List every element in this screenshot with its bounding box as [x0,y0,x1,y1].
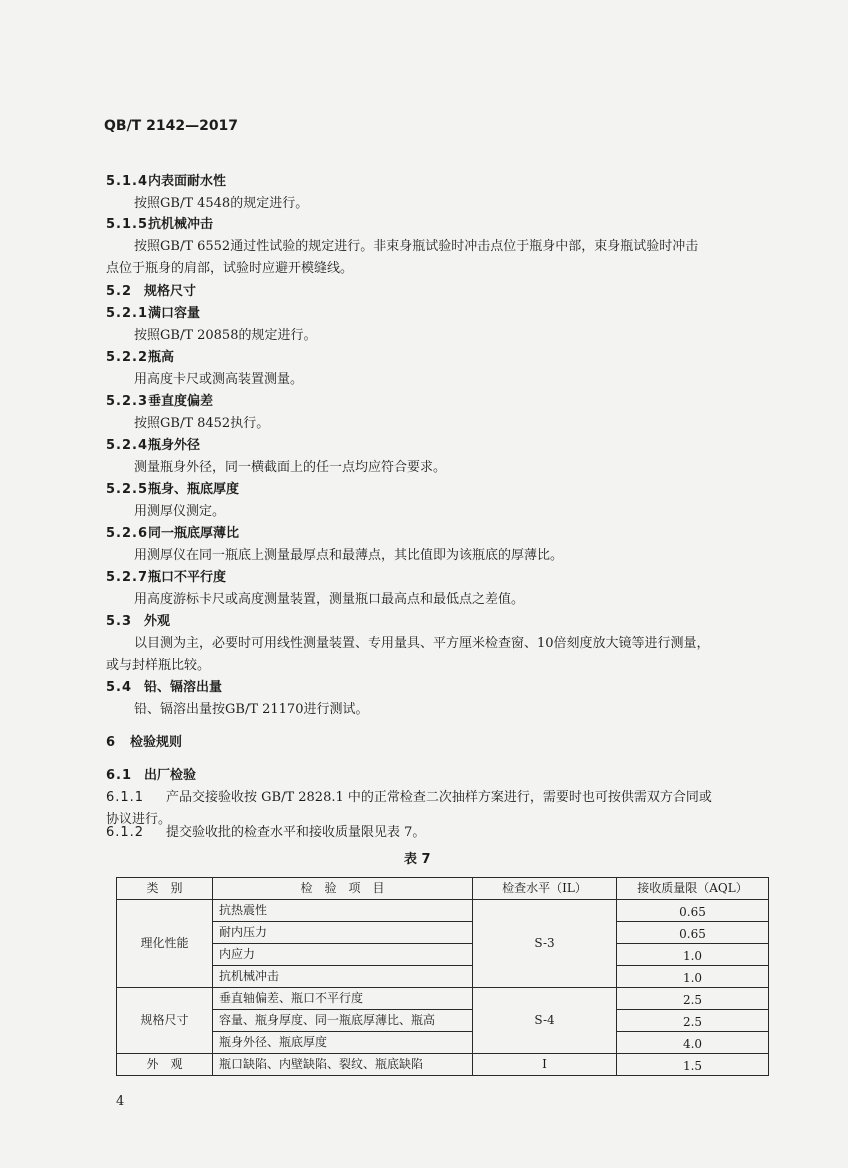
section-5-2-4-text: 测量瓶身外径，同一横截面上的任一点均应符合要求。 [134,460,447,475]
table-header-row [117,878,769,900]
section-title: 外观 [144,614,171,629]
table-7 [116,877,769,1076]
level-cell: S-4 [473,988,617,1054]
item-cell: 垂直轴偏差、瓶口不平行度 [213,988,473,1010]
section-title: 出厂检验 [144,768,197,783]
section-6-1-1-text-line2: 协议进行。 [106,812,172,827]
item-cell: 瓶身外径、瓶底厚度 [213,1032,473,1054]
section-5-2-3-text: 按照GB/T 8452执行。 [134,416,270,431]
category-cell: 外 观 [117,1054,213,1076]
section-5-1-4-text: 按照GB/T 4548的规定进行。 [134,196,309,211]
section-5-2-heading: 5.2 规格尺寸 [106,284,197,299]
table-row [117,900,769,922]
category-cell: 规格尺寸 [117,988,213,1054]
section-5-2-5-heading: 5.2.5瓶身、瓶底厚度 [106,482,240,497]
section-5-2-2-text: 用高度卡尺或测高装置测量。 [134,372,304,387]
section-6-1-1-text-line1: 6.1.1 产品交接验收按 GB/T 2828.1 中的正常检查二次抽样方案进行，需要时也可按供需双方合同或 [106,790,712,805]
section-title: 检验规则 [130,735,183,750]
table-row [117,988,769,1010]
section-5-1-5-text-line2: 点位于瓶身的肩部，试验时应避开模缝线。 [106,261,354,276]
table-row [117,1032,769,1054]
document-id: QB/T 2142—2017 [104,118,239,134]
header-aql: 接收质量限（AQL） [617,878,769,900]
header-category: 类 别 [117,878,213,900]
section-5-4-heading: 5.4 铅、镉溶出量 [106,680,223,695]
section-6-1-1-number: 6.1.1 [106,790,145,805]
section-5-2-6-text: 用测厚仪在同一瓶底上测量最厚点和最薄点，其比值即为该瓶底的厚薄比。 [134,548,564,563]
section-5-2-4-heading: 5.2.4瓶身外径 [106,438,201,453]
section-5-2-2-heading: 5.2.2瓶高 [106,350,175,365]
header-item: 检 验 项 目 [213,878,473,900]
aql-cell: 0.65 [617,922,769,944]
section-title: 瓶身、瓶底厚度 [148,482,240,497]
section-5-1-4-heading: 5.1.4内表面耐水性 [106,174,227,189]
level-cell: S-3 [473,900,617,988]
table-row [117,1054,769,1076]
table-row [117,922,769,944]
section-title: 满口容量 [148,306,201,321]
section-title: 瓶身外径 [148,438,201,453]
item-cell: 容量、瓶身厚度、同一瓶底厚薄比、瓶高 [213,1010,473,1032]
aql-cell: 2.5 [617,1010,769,1032]
section-5-2-7-heading: 5.2.7瓶口不平行度 [106,570,227,585]
section-title: 抗机械冲击 [148,217,214,232]
aql-cell: 0.65 [617,900,769,922]
section-5-2-6-heading: 5.2.6同一瓶底厚薄比 [106,526,240,541]
aql-cell: 1.5 [617,1054,769,1076]
page-number: 4 [116,1094,125,1109]
item-cell: 瓶口缺陷、内壁缺陷、裂纹、瓶底缺陷 [213,1054,473,1076]
section-5-2-1-heading: 5.2.1满口容量 [106,306,201,321]
table-row [117,966,769,988]
section-5-1-5-heading: 5.1.5抗机械冲击 [106,217,214,232]
section-title: 规格尺寸 [144,284,197,299]
section-title: 内表面耐水性 [148,174,227,189]
section-5-3-text-line1: 以目测为主，必要时可用线性测量装置、专用量具、平方厘米检查窗、10倍刻度放大镜等进行测量， [134,636,710,651]
aql-cell: 1.0 [617,944,769,966]
table-row [117,1010,769,1032]
section-title: 垂直度偏差 [148,394,214,409]
section-5-3-heading: 5.3 外观 [106,614,171,629]
header-level: 检查水平（IL） [473,878,617,900]
section-6-1-2-text: 6.1.2 提交验收批的检查水平和接收质量限见表 7。 [106,825,426,840]
level-cell: I [473,1054,617,1076]
section-5-2-7-text: 用高度游标卡尺或高度测量装置，测量瓶口最高点和最低点之差值。 [134,592,525,607]
section-title: 瓶高 [148,350,175,365]
table-7-title: 表 7 [404,852,431,867]
section-5-3-text-line2: 或与封样瓶比较。 [106,658,211,673]
section-6-1-2-number: 6.1.2 [106,825,145,840]
table-row [117,944,769,966]
aql-cell: 1.0 [617,966,769,988]
section-5-2-1-text: 按照GB/T 20858的规定进行。 [134,328,317,343]
section-title: 同一瓶底厚薄比 [148,526,240,541]
category-cell: 理化性能 [117,900,213,988]
section-5-2-5-text: 用测厚仪测定。 [134,504,226,519]
section-6-1-heading: 6.1 出厂检验 [106,768,197,783]
section-5-1-5-text-line1: 按照GB/T 6552通过性试验的规定进行。非束身瓶试验时冲击点位于瓶身中部，束身瓶试验时冲击 [134,239,699,254]
item-cell: 内应力 [213,944,473,966]
section-5-4-text: 铅、镉溶出量按GB/T 21170进行测试。 [134,702,369,717]
section-5-2-3-heading: 5.2.3垂直度偏差 [106,394,214,409]
section-title: 铅、镉溶出量 [144,680,223,695]
aql-cell: 4.0 [617,1032,769,1054]
section-6-heading: 6 检验规则 [106,735,183,750]
item-cell: 抗机械冲击 [213,966,473,988]
item-cell: 抗热震性 [213,900,473,922]
item-cell: 耐内压力 [213,922,473,944]
section-title: 瓶口不平行度 [148,570,227,585]
aql-cell: 2.5 [617,988,769,1010]
